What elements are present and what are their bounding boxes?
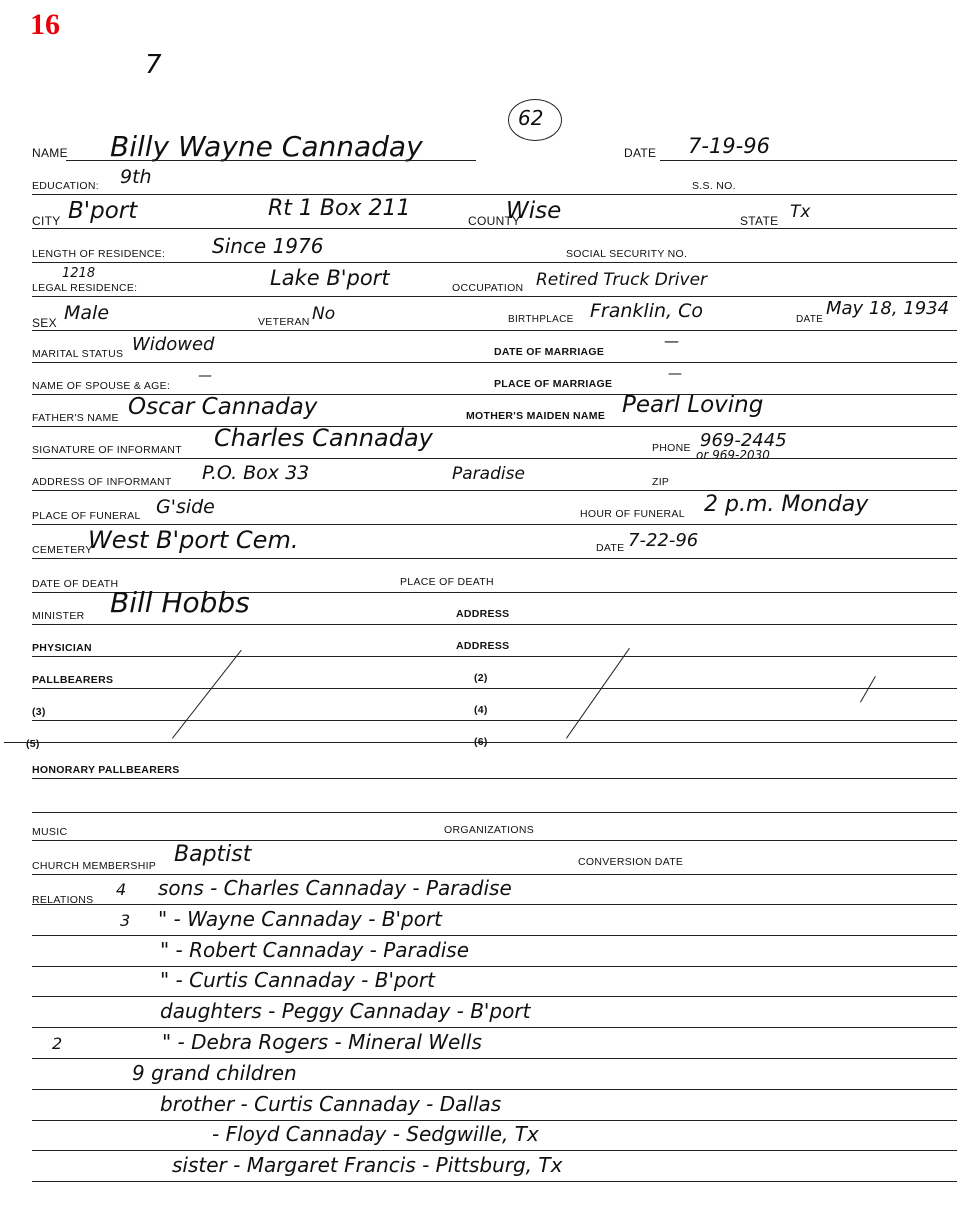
relation-line: " - Debra Rogers - Mineral Wells [162,1030,482,1054]
value-occupation: Retired Truck Driver [536,270,708,290]
value-date: 7-19-96 [688,134,770,158]
relation-line: " - Robert Cannaday - Paradise [160,937,470,962]
value-city: B'port [68,198,138,224]
rule-address [32,490,957,491]
value-state: Tx [790,202,811,222]
label-hour-of-funeral: HOUR OF FUNERAL [580,508,685,520]
rule-pallbearers-1 [32,688,957,689]
label-birthplace: BIRTHPLACE [508,314,574,325]
label-pallbearer-3: (3) [32,706,46,718]
label-veteran: VETERAN [258,316,310,328]
value-phone: 969-2445 [700,430,787,451]
value-county: Wise [506,198,562,224]
relation-line: - Floyd Cannaday - Sedgwille, Tx [212,1122,539,1147]
label-pallbearer-2: (2) [474,672,488,684]
rule-residence [32,262,957,263]
value-cemetery: West B'port Cem. [88,526,299,554]
value-hour-of-funeral: 2 p.m. Monday [704,492,869,517]
rule-pallbearers-3 [4,742,957,743]
strike-line-right [860,676,876,702]
value-legal-residence-num: 1218 [62,266,96,281]
value-mothers-maiden-name: Pearl Loving [622,392,764,418]
relation-line: 9 grand children [132,1060,297,1085]
label-name-of-spouse: NAME OF SPOUSE & AGE: [32,380,171,392]
relation-count: 4 [116,880,127,899]
rule-honorary-1 [32,778,957,779]
relation-rule [32,1058,957,1059]
label-conversion-date: CONVERSION DATE [578,856,684,868]
rule-pallbearers-2 [32,720,957,721]
label-place-of-marriage: PLACE OF MARRIAGE [494,378,613,390]
label-social-security-no: SOCIAL SECURITY NO. [566,248,688,260]
relation-line: daughters - Peggy Cannaday - B'port [160,999,531,1024]
value-name-of-spouse: — [198,368,212,384]
rule-parents [32,426,957,427]
relation-count: 2 [52,1034,63,1053]
label-ss-no: S.S. NO. [692,180,736,192]
relation-rule [32,1181,957,1182]
value-place-of-funeral: G'side [156,496,215,518]
strike-line-middle [566,648,630,739]
rule-minister [32,624,957,625]
value-address-of-informant: P.O. Box 33 [202,462,310,484]
label-music: MUSIC [32,826,68,838]
rule-marital [32,362,957,363]
label-pallbearer-4: (4) [474,704,488,716]
value-phone-alt: or 969-2030 [696,448,770,462]
value-education: 9th [120,166,152,188]
value-birthplace: Franklin, Co [590,300,703,322]
label-county: COUNTY [468,214,521,228]
label-fathers-name: FATHER'S NAME [32,412,119,424]
value-cemetery-date: 7-22-96 [628,530,699,551]
label-minister-address: ADDRESS [456,608,510,620]
label-minister: MINISTER [32,610,85,622]
label-relations: RELATIONS [32,894,94,906]
rule-church [32,874,957,875]
label-church-membership: CHURCH MEMBERSHIP [32,860,157,872]
rule-cemetery [32,558,957,559]
label-occupation: OCCUPATION [452,282,524,294]
value-signature-of-informant: Charles Cannaday [214,424,433,452]
relation-count: 3 [120,910,131,930]
circled-number: 62 [518,106,544,130]
value-address-city: Paradise [452,464,525,484]
form-number: 7 [145,50,162,80]
rule-sex [32,330,957,331]
label-date-of-marriage: DATE OF MARRIAGE [494,346,605,358]
label-honorary-pallbearers: HONORARY PALLBEARERS [32,764,180,776]
rule-legal [32,296,957,297]
relation-rule [32,966,957,967]
label-pallbearer-5: (5) [26,738,40,750]
value-marital-status: Widowed [132,334,215,355]
rule-physician [32,656,957,657]
label-birth-date: DATE [796,314,824,325]
relation-rule [32,1089,957,1090]
label-organizations: ORGANIZATIONS [444,824,535,836]
rule-funeral [32,524,957,525]
label-sex: SEX [32,316,57,330]
rule-city [32,228,957,229]
label-zip: ZIP [652,476,670,488]
label-cemetery: CEMETERY [32,544,93,556]
page-number: 16 [30,8,60,41]
label-date-of-death: DATE OF DEATH [32,578,119,590]
label-place-of-funeral: PLACE OF FUNERAL [32,510,141,522]
label-pallbearer-6: (6) [474,736,488,748]
strike-line-left [172,650,242,739]
rule-name [66,160,476,161]
relation-rule [32,935,957,936]
label-phone: PHONE [652,442,691,454]
value-address: Rt 1 Box 211 [268,196,411,221]
relation-rule [32,1027,957,1028]
value-date-of-marriage: — [664,332,679,350]
label-city: CITY [32,214,61,228]
label-state: STATE [740,214,779,228]
relation-line: " - Wayne Cannaday - B'port [158,906,443,931]
rule-honorary-2 [32,812,957,813]
value-church-membership: Baptist [174,842,252,867]
rule-signature [32,458,957,459]
value-veteran: No [312,304,336,324]
rule-education [32,194,957,195]
relation-line: sons - Charles Cannaday - Paradise [158,876,512,900]
label-physician: PHYSICIAN [32,642,92,654]
value-fathers-name: Oscar Cannaday [128,394,318,420]
relation-rule [32,904,957,905]
label-education: EDUCATION: [32,180,99,192]
value-legal-residence: Lake B'port [270,266,390,290]
label-legal-residence: LEGAL RESIDENCE: [32,282,138,294]
relation-line: sister - Margaret Francis - Pittsburg, Tx [172,1153,563,1178]
label-date: DATE [624,146,657,160]
label-pallbearers: PALLBEARERS [32,674,114,686]
relation-rule [32,1150,957,1151]
label-marital-status: MARITAL STATUS [32,348,124,360]
value-place-of-marriage: — [668,366,682,382]
value-name: Billy Wayne Cannaday [110,130,423,163]
relation-rule [32,1120,957,1121]
rule-date [660,160,957,161]
value-length-of-residence: Since 1976 [212,234,324,258]
label-signature-of-informant: SIGNATURE OF INFORMANT [32,444,182,456]
rule-music [32,840,957,841]
label-place-of-death: PLACE OF DEATH [400,576,494,588]
value-birth-date: May 18, 1934 [826,298,950,319]
label-address-of-informant: ADDRESS OF INFORMANT [32,476,172,488]
label-name: NAME [32,146,68,160]
label-cemetery-date: DATE [596,542,625,554]
label-physician-address: ADDRESS [456,640,510,652]
label-mothers-maiden-name: MOTHER'S MAIDEN NAME [466,410,606,422]
relation-line: brother - Curtis Cannaday - Dallas [160,1091,502,1116]
relation-line: " - Curtis Cannaday - B'port [160,968,435,993]
label-length-of-residence: LENGTH OF RESIDENCE: [32,248,166,260]
value-sex: Male [64,302,110,324]
value-minister: Bill Hobbs [110,586,250,619]
relation-rule [32,996,957,997]
